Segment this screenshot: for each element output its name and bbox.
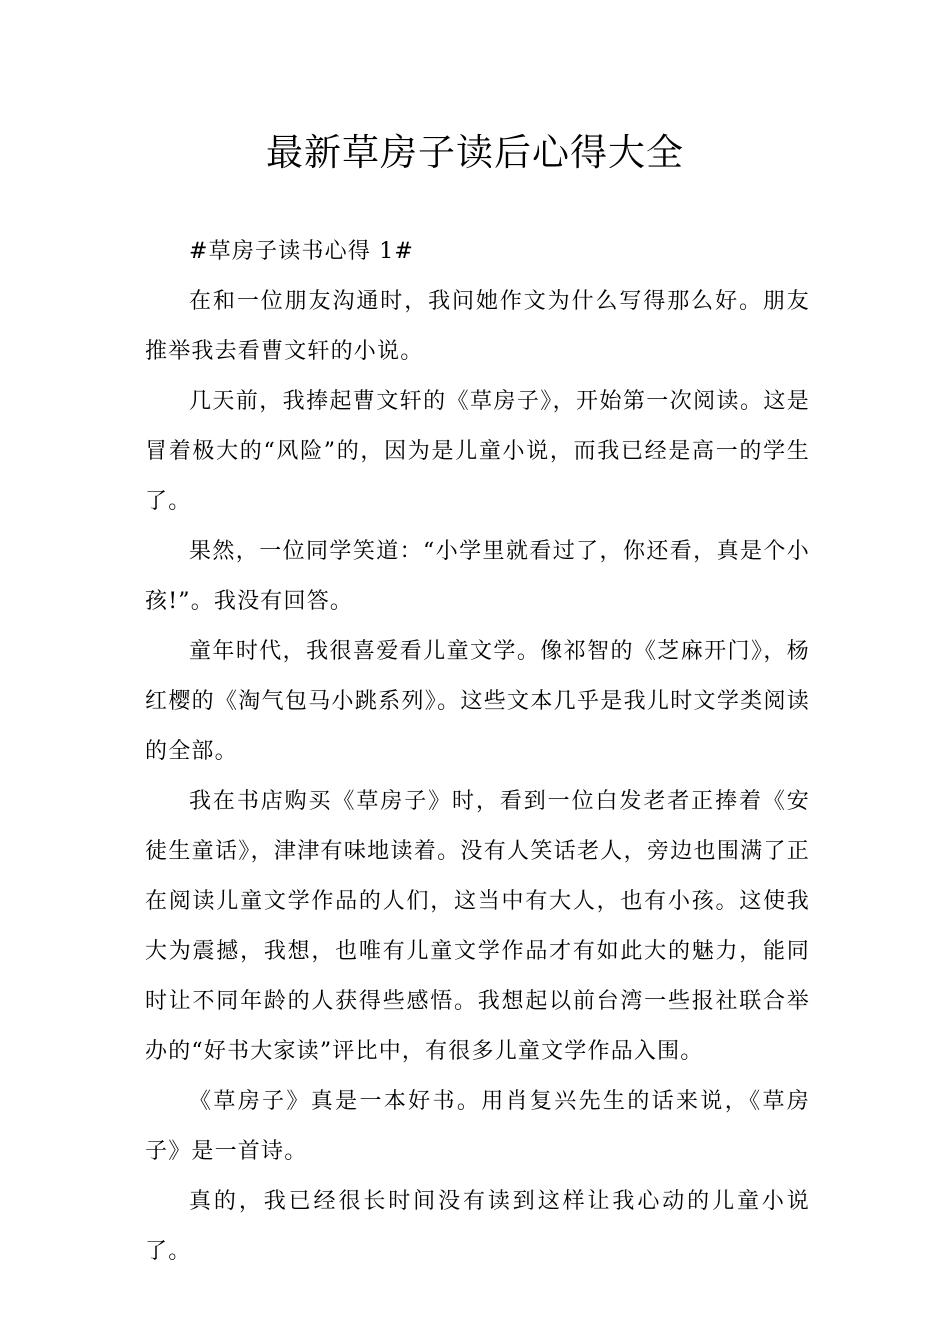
paragraph: 童年时代，我很喜爱看儿童文学。像祁智的《芝麻开门》，杨红樱的《淘气包马小跳系列》。这些文本几乎是我儿时文学类阅读的全部。 xyxy=(145,639,810,764)
paragraph: 我在书店购买《草房子》时，看到一位白发老者正捧着《安徒生童话》，津津有味地读着。没有人笑话老人，旁边也围满了正在阅读儿童文学作品的人们，这当中有大人，也有小孩。这使我大为震撼，我想，也唯有儿童文学作品才有如此大的魅力，能同时让不同年龄的人获得些感悟。我想起以前台湾一些报社联合举办的“好书大家读”评比中，有很多儿童文学作品入围。 xyxy=(145,789,810,1064)
paragraph: 果然，一位同学笑道：“小学里就看过了，你还看，真是个小孩!”。我没有回答。 xyxy=(145,539,810,614)
document-title: 最新草房子读后心得大全 xyxy=(266,131,684,174)
paragraph: 几天前，我捧起曹文轩的《草房子》，开始第一次阅读。这是冒着极大的“风险”的，因为是儿童小说，而我已经是高一的学生了。 xyxy=(145,389,810,514)
document-body xyxy=(145,227,810,1277)
paragraph: 《草房子》真是一本好书。用肖复兴先生的话来说，《草房子》是一首诗。 xyxy=(145,1089,810,1164)
paragraph: 真的，我已经很长时间没有读到这样让我心动的儿童小说了。 xyxy=(145,1189,810,1264)
paragraph: 在和一位朋友沟通时，我问她作文为什么写得那么好。朋友推举我去看曹文轩的小说。 xyxy=(145,289,810,364)
section-heading: #草房子读书心得 1# xyxy=(189,239,415,264)
